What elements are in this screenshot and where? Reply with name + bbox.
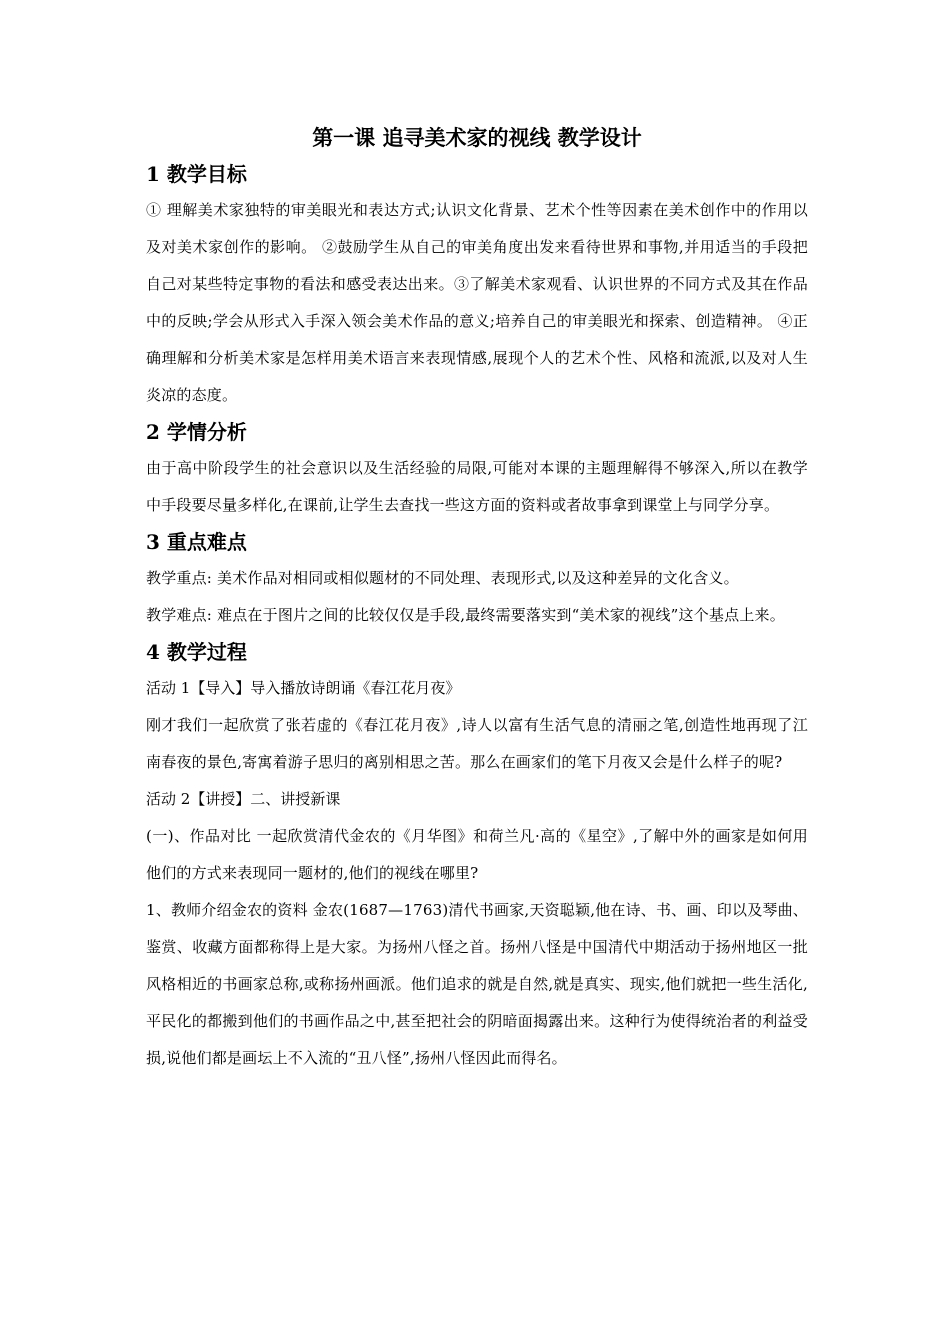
section-heading-analysis: 2 学情分析 (146, 420, 247, 444)
activity-2-heading: 活动 2【讲授】二、讲授新课 (146, 790, 341, 808)
goals-paragraph: ① 理解美术家独特的审美眼光和表达方式;认识文化背景、艺术个性等因素在美术创作中的作用以及对美术家创作的影响。 ②鼓励学生从自己的审美角度出发来看待世界和事物,并用适当的手段把自己对某些特定事物的看法和感受表达出来。③了解美术家观看、认识世界的不同方式及其在作品中的反映;学会从形式入手深入领会美术作品的意义;培养自己的审美眼光和探索、创造精神。 ④正确理解和分析美术家是怎样用美术语言来表现情感,展现个人的艺术个性、风格和流派,以及对人生炎凉的态度。 (146, 201, 808, 404)
activity-1-paragraph: 刚才我们一起欣赏了张若虚的《春江花月夜》,诗人以富有生活气息的清丽之笔,创造性地再现了江南春夜的景色,寄寓着游子思归的离别相思之苦。那么在画家们的笔下月夜又会是什么样子的呢? (146, 716, 808, 771)
section-heading-goals: 1 教学目标 (146, 162, 247, 186)
difficulty-paragraph: 教学难点: 难点在于图片之间的比较仅仅是手段,最终需要落实到“美术家的视线”这个基点上来。 (146, 606, 785, 624)
activity-1-heading: 活动 1【导入】导入播放诗朗诵《春江花月夜》 (146, 679, 461, 697)
document-body (146, 120, 808, 1077)
section-heading-key-points: 3 重点难点 (146, 530, 247, 554)
analysis-paragraph: 由于高中阶段学生的社会意识以及生活经验的局限,可能对本课的主题理解得不够深入,所以在教学中手段要尽量多样化,在课前,让学生去查找一些这方面的资料或者故事拿到课堂上与同学分享。 (146, 459, 808, 514)
page-title: 第一课 追寻美术家的视线 教学设计 (312, 125, 642, 150)
section-heading-process: 4 教学过程 (146, 640, 247, 664)
comparison-paragraph: (一)、作品对比 一起欣赏清代金农的《月华图》和荷兰凡·高的《星空》,了解中外的画家是如何用他们的方式来表现同一题材的,他们的视线在哪里? (146, 827, 808, 882)
jinnong-paragraph: 1、教师介绍金农的资料 金农(1687—1763)清代书画家,天资聪颖,他在诗、书、画、印以及琴曲、鉴赏、收藏方面都称得上是大家。为扬州八怪之首。扬州八怪是中国清代中期活动于扬州地区一批风格相近的书画家总称,或称扬州画派。他们追求的就是自然,就是真实、现实,他们就把一些生活化,平民化的都搬到他们的书画作品之中,甚至把社会的阴暗面揭露出来。这种行为使得统治者的利益受损,说他们都是画坛上不入流的“丑八怪”,扬州八怪因此而得名。 (146, 901, 808, 1067)
key-point-paragraph: 教学重点: 美术作品对相同或相似题材的不同处理、表现形式,以及这种差异的文化含义。 (146, 569, 739, 587)
